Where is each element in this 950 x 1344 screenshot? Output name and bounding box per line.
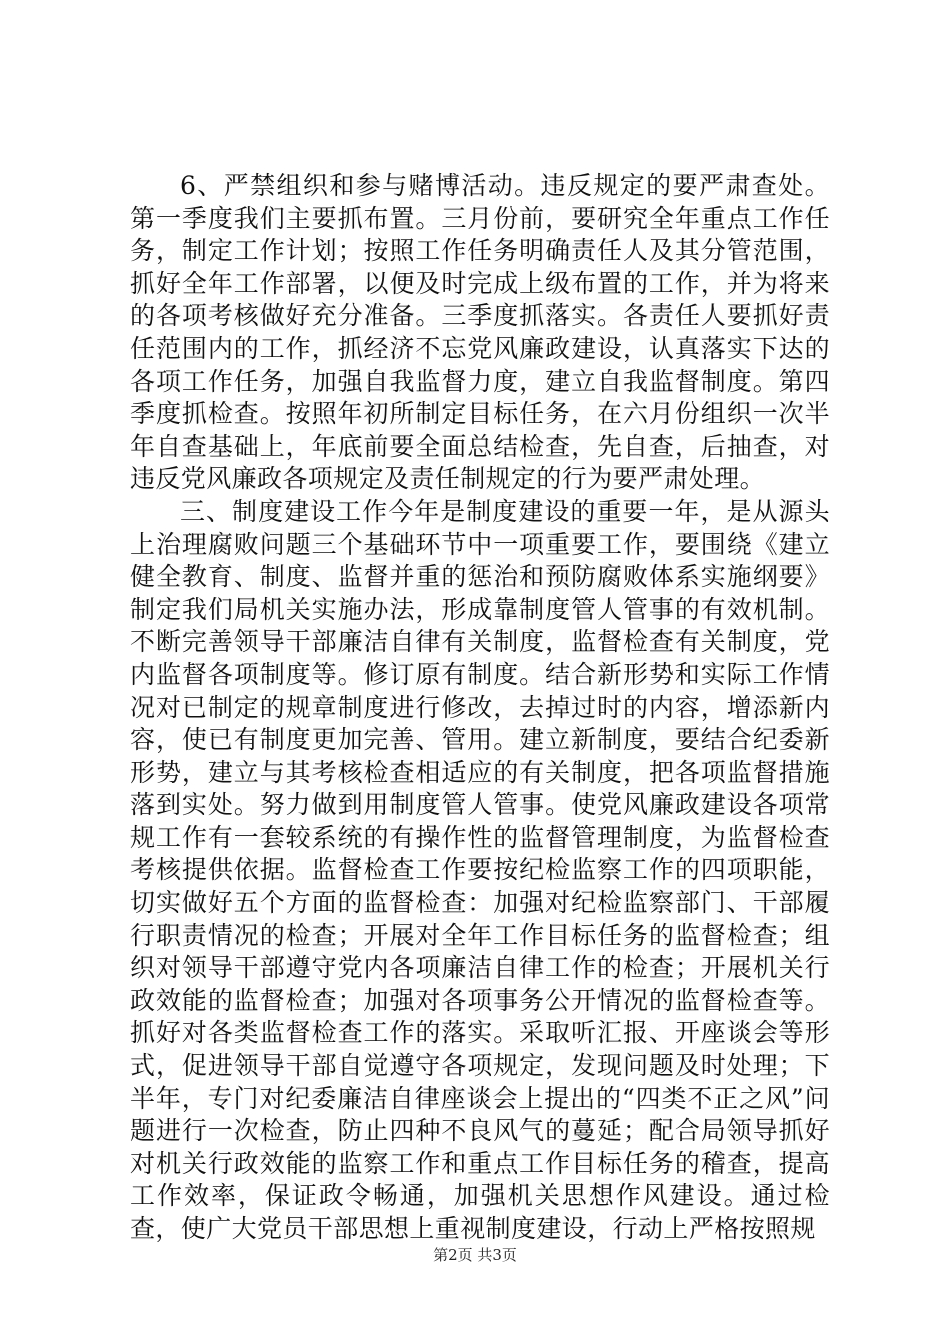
paragraph-system-building: 三、制度建设工作今年是制度建设的重要一年，是从源头上治理腐败问题三个基础环节中一项重要工作，要围绕《建立健全教育、制度、监督并重的惩治和预防腐败体系实施纲要》制定我们局机关实施办法，形成靠制度管人管事的有效机制。不断完善领导干部廉洁自律有关制度，监督检查有关制度，党内监督各项制度等。修订原有制度。结合新形势和实际工作情况对已制定的规章制度进行修改，去掉过时的内容，增添新内容，使已有制度更加完善、管用。建立新制度，要结合纪委新形势，建立与其考核检查相适应的有关制度，把各项监督措施落到实处。努力做到用制度管人管事。使党风廉政建设各项常规工作有一套较系统的有操作性的监督管理制度，为监督检查考核提供依据。监督检查工作要按纪检监察工作的四项职能，切实做好五个方面的监督检查：加强对纪检监察部门、干部履行职责情况的检查；开展对全年工作目标任务的监督检查；组织对领导干部遵守党内各项廉洁自律工作的检查；开展机关行政效能的监督检查；加强对各项事务公开情况的监督检查等。抓好对各类监督检查工作的落实。采取听汇报、开座谈会等形式，促进领导干部自觉遵守各项规定，发现问题及时处理；下半年，专门对纪委廉洁自律座谈会上提出的“四类不正之风”问题进行一次检查，防止四种不良风气的蔓延；配合局领导抓好对机关行政效能的监察工作和重点工作目标任务的稽查，提高工作效率，保证政令畅通，加强机关思想作风建设。通过检查，使广大党员干部思想上重视制度建设，行动上严格按照规 <box>130 496 830 1243</box>
page-footer: 第2页 共3页 <box>433 1246 517 1264</box>
paragraph-gambling-and-quarterly-plan: 6、严禁组织和参与赌博活动。违反规定的要严肃查处。第一季度我们主要抓布置。三月份前，要研究全年重点工作任务，制定工作计划；按照工作任务明确责任人及其分管范围，抓好全年工作部署，以便及时完成上级布置的工作，并为将来的各项考核做好充分准备。三季度抓落实。各责任人要抓好责任范围内的工作，抓经济不忘党风廉政建设，认真落实下达的各项工作任务，加强自我监督力度，建立自我监督制度。第四季度抓检查。按照年初所制定目标任务，在六月份组织一次半年自查基础上，年底前要全面总结检查，先自查，后抽查，对违反党风廉政各项规定及责任制规定的行为要严肃处理。 <box>130 171 830 494</box>
document-body <box>130 170 830 1246</box>
